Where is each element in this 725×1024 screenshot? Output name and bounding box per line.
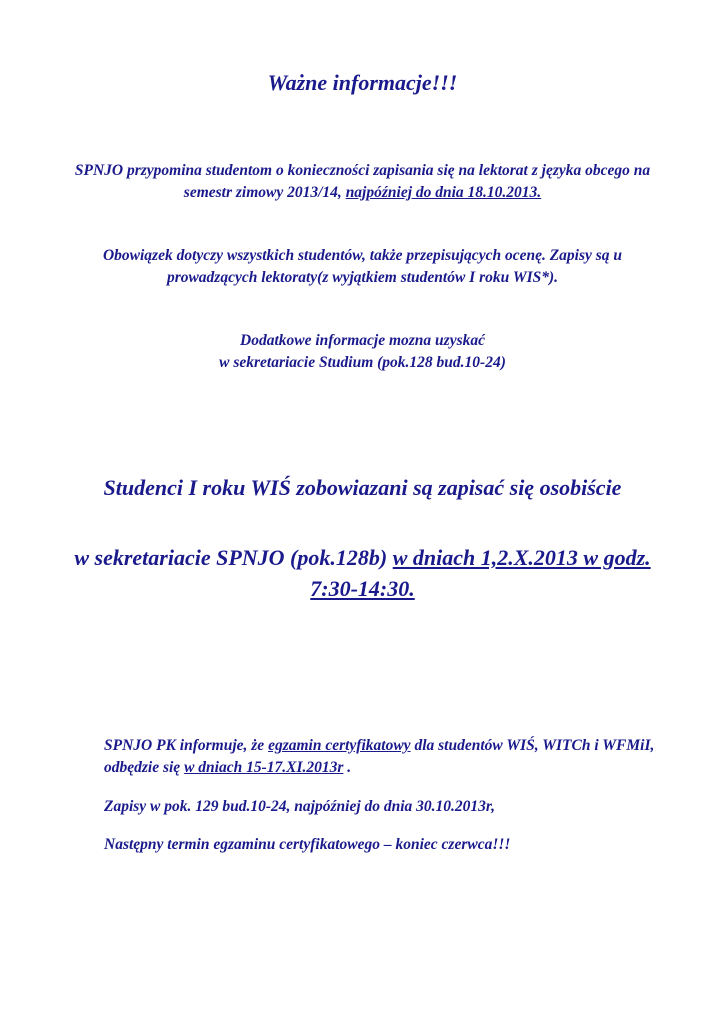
exam-info-text-a: SPNJO PK informuje, że [104, 737, 269, 754]
additional-info [60, 330, 665, 374]
exam-info-text-c: dla studentów WIŚ, WITCh i WFMiI, odbędzie się [104, 737, 655, 776]
exam-name: egzamin certyfikatowy [268, 737, 411, 754]
first-year-notice: Studenci I roku WIŚ zobowiazani są zapisać się osobiście [103, 475, 622, 500]
exam-info-text-e: . [343, 759, 352, 776]
page-title: Ważne informacje!!! [267, 70, 458, 95]
first-year-location-text: w sekretariacie SPNJO (pok.128b) [74, 545, 393, 570]
exam-dates: w dniach 15-17.XI.2013r [184, 759, 344, 776]
next-exam-term: Następny termin egzaminu certyfikatowego – koniec czerwca!!! [104, 836, 511, 853]
exam-info [104, 735, 684, 779]
enrollment-deadline: najpóźniej do dnia 18.10.2013. [345, 184, 542, 201]
exam-registration: Zapisy w pok. 129 bud.10-24, najpóźniej do dnia 30.10.2013r, [104, 798, 495, 815]
first-year-dates: w dniach 1,2.X.2013 w godz. 7:30-14:30. [310, 545, 651, 601]
additional-info-line1: Dodatkowe informacje mozna uzyskać [240, 332, 485, 349]
first-year-location [60, 542, 665, 604]
enrollment-reminder-text: SPNJO przypomina studentom o konieczności zapisania się na lektorat z języka obcego na semestr zimowy 2013/14, [74, 162, 651, 201]
obligation-paragraph: Obowiązek dotyczy wszystkich studentów, także przepisujących ocenę. Zapisy są u prowadzących lektoraty(z wyjątkiem studentów I roku WIS*). [102, 247, 623, 286]
enrollment-reminder [60, 160, 665, 204]
additional-info-line2: w sekretariacie Studium (pok.128 bud.10-24) [219, 354, 506, 371]
